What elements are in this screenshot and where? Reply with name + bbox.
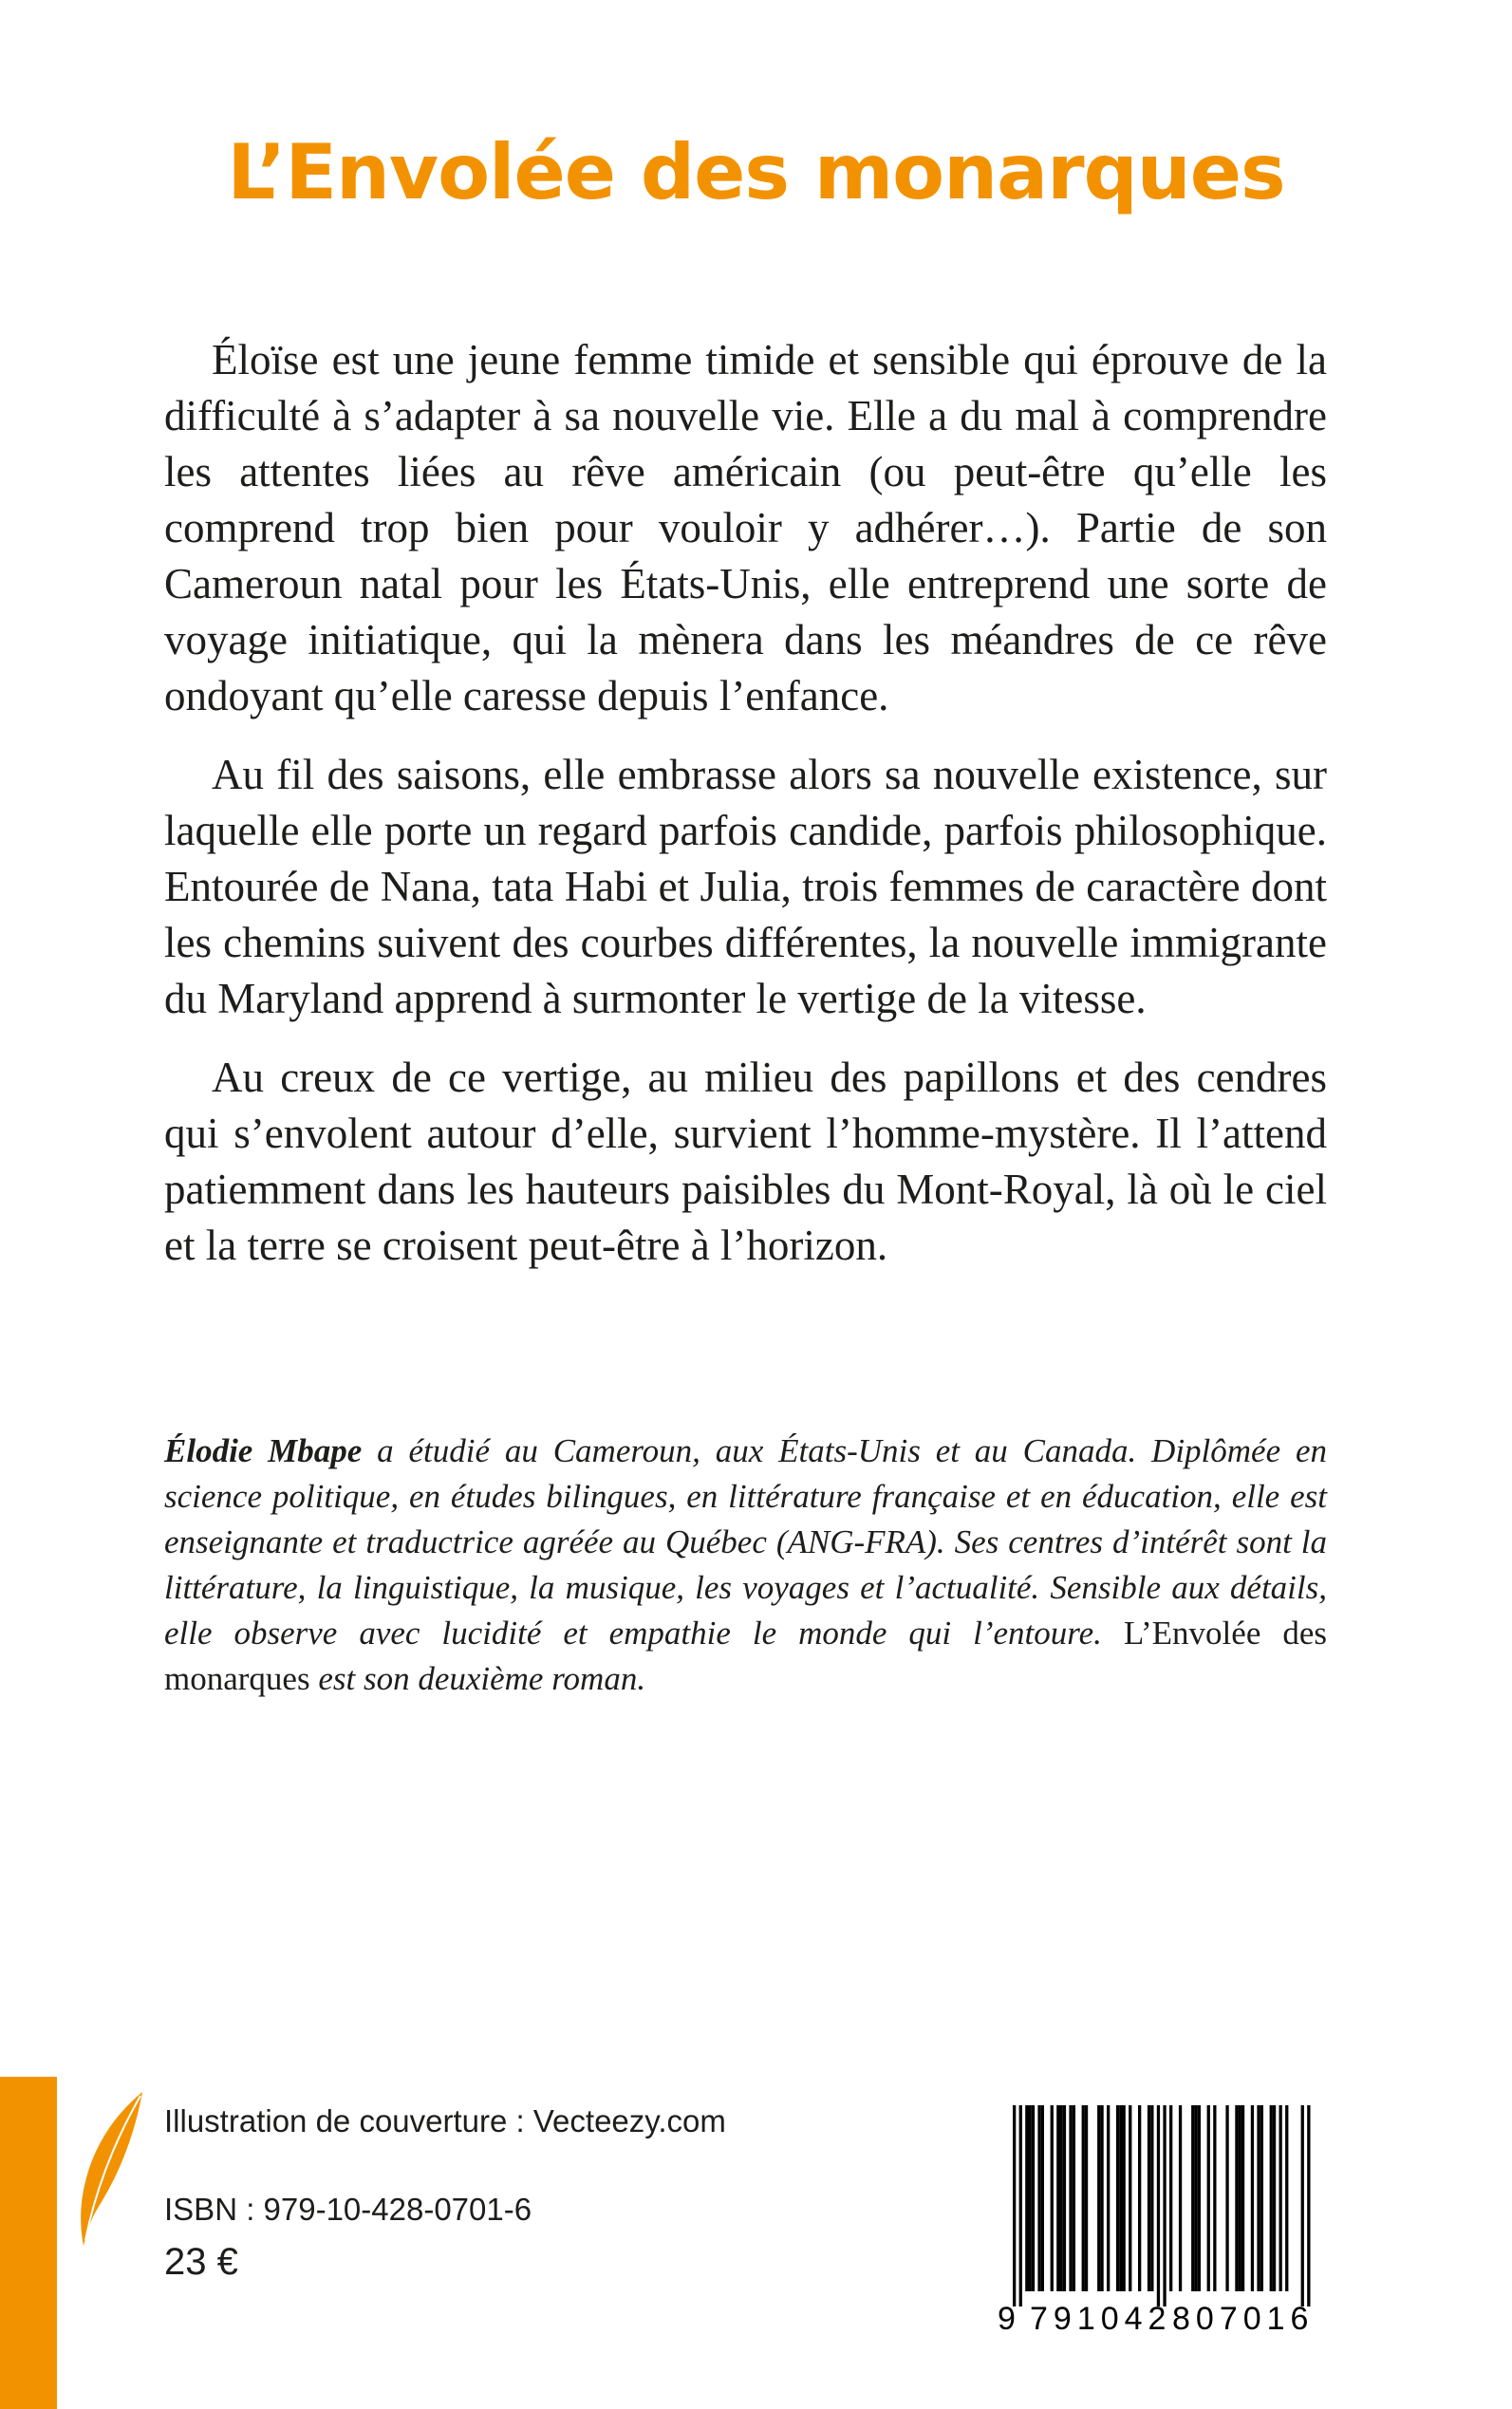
barcode-bar [1029,2105,1032,2291]
back-cover-summary [164,332,1327,1297]
barcode-bar [1019,2105,1022,2306]
barcode-bar [1116,2105,1119,2291]
barcode-bar [1241,2105,1244,2291]
barcode-bar [1037,2105,1040,2291]
barcode-bar [1041,2105,1044,2291]
barcode-bar [1051,2105,1054,2291]
barcode-bar [1069,2105,1072,2291]
barcode-digits-right: 807016 [1172,2301,1315,2335]
barcode-digit-prefix: 9 [998,2301,1016,2335]
barcode-bar [1257,2105,1260,2291]
isbn-barcode [992,2098,1324,2335]
barcode-bar [1239,2105,1241,2291]
barcode-bar [1063,2105,1066,2291]
barcode-bar [1129,2105,1131,2291]
price: 23 € [164,2241,238,2283]
barcode-bar [1179,2105,1182,2291]
barcode-bar [1107,2105,1110,2291]
barcode-bar [1301,2105,1304,2306]
barcode-bar [1251,2105,1254,2291]
barcode-bar [1148,2105,1150,2291]
barcode-bar [1123,2105,1126,2291]
barcode-bar [1157,2105,1160,2306]
barcode-bar [1032,2105,1035,2291]
barcode-bar [1235,2105,1238,2291]
summary-paragraph: Au creux de ce vertige, au milieu des papillons et des cendres qui s’envolent autour d’elle, survient l’homme-mystère. Il l’attend patiemment dans les hauteurs paisibles du Mont-Royal, là où le ciel et la terre se croisent peut-être à l’horizon. [164,1054,1327,1269]
book-title: L’Envolée des monarques [227,128,1285,216]
barcode-bar [1207,2105,1210,2291]
barcode-bar [1025,2105,1028,2291]
barcode-bar [1213,2105,1216,2291]
barcode-bar [1119,2105,1122,2291]
barcode-bar [1198,2105,1201,2291]
barcode-bar [1100,2105,1103,2291]
barcode-bar [1097,2105,1100,2291]
barcode-bar [1085,2105,1088,2291]
barcode-bar [1056,2105,1059,2291]
barcode-bar [1163,2105,1166,2306]
bio-ending: est son deuxième roman. [309,1660,646,1697]
barcode-bar [1082,2105,1085,2291]
bio-book-title: L’Envolée des monarques [164,1615,1327,1697]
barcode-bar [1279,2105,1282,2291]
barcode-bar [1225,2105,1228,2291]
barcode-bar [1260,2105,1263,2291]
summary-paragraph: Au fil des saisons, elle embrasse alors sa nouvelle existence, sur laquelle elle porte un regard parfois candide, parfois philosophique. Entourée de Nana, tata Habi et Julia, trois femmes de caractère dont les chemins suivent des courbes différentes, la nouvelle immigrante du Maryland apprend à surmonter le vertige de la vitesse. [164,751,1327,1022]
summary-paragraph: Éloïse est une jeune femme timide et sensible qui éprouve de la difficulté à s’adapter à sa nouvelle vie. Elle a du mal à comprendre les attentes liées au rêve américain (ou peut-être qu’elle les comprend trop bien pour vouloir y adhérer…). Partie de son Cameroun natal pour les États-Unis, elle entreprend une sorte de voyage initiatique, qui la mènera dans les méandres de ce rêve ondoyant qu’elle caresse depuis l’enfance. [164,336,1327,719]
barcode-bar [1307,2105,1310,2306]
barcode-bar [1013,2105,1016,2306]
barcode-digits-left: 791042 [1030,2301,1172,2335]
barcode-bar [1150,2105,1153,2291]
barcode-bar [1273,2105,1276,2291]
barcode-bar [1138,2105,1141,2291]
cover-illustration-credit: Illustration de couverture : Vecteezy.com [164,2103,726,2138]
barcode-bar [1169,2105,1172,2291]
author-bio [164,1429,1327,1702]
publisher-accent-bar [0,2077,57,2409]
barcode-bar [1270,2105,1273,2291]
feather-icon [74,2088,150,2250]
barcode-bar [1060,2105,1063,2291]
author-name: Élodie Mbape [164,1432,363,1469]
barcode-bar [1285,2105,1288,2291]
isbn: ISBN : 979-10-428-0701-6 [164,2192,532,2227]
barcode-bar [1191,2105,1194,2291]
bio-text: a étudié au Cameroun, aux États-Unis et au Canada. Diplômée en science politique, en études bilingues, en littérature française et en éducation, elle est enseignante et traductrice agréée au Québec (ANG-FRA). Ses centres d’intérêt sont la littérature, la linguistique, la musique, les voyages et l’actualité. Sensible aux détails, elle observe avec lucidité et empathie le monde qui l’entoure. [164,1432,1327,1652]
barcode-bar [1073,2105,1075,2291]
barcode-bar [1194,2105,1197,2291]
